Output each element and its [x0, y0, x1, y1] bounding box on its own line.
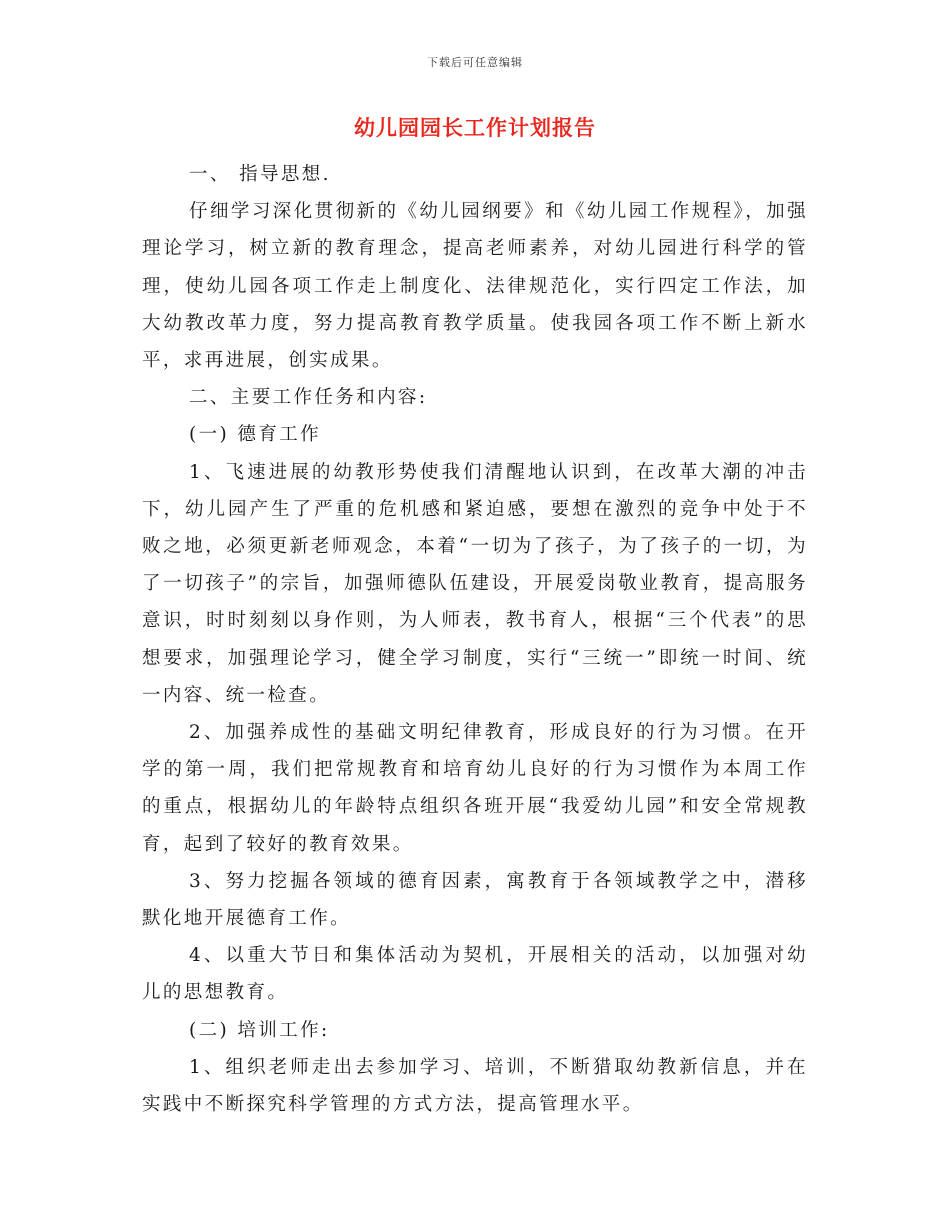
subsection-heading-training: (二) 培训工作:: [189, 1019, 330, 1041]
subsection-heading-moral-education: (一) 德育工作: [189, 424, 322, 446]
document-body: [142, 156, 808, 1123]
section-heading-main-tasks: 二、主要工作任务和内容:: [189, 387, 428, 409]
section-heading-guiding-thought: 一、 指导思想.: [189, 164, 331, 185]
paragraph-moral-4: 4、以重大节日和集体活动为契机，开展相关的活动，以加强对幼儿的思想教育。: [142, 945, 808, 1004]
document-title: 幼儿园园长工作计划报告: [354, 115, 596, 140]
paragraph-training-1: 1、组织老师走出去参加学习、培训，不断猎取幼教新信息，并在实践中不断探究科学管理的方式方法，提高管理水平。: [142, 1056, 808, 1116]
paragraph-moral-1: 1、飞速进展的幼教形势使我们清醒地认识到，在改革大潮的冲击下，幼儿园产生了严重的危机感和紧迫感，要想在激烈的竞争中处于不败之地，必须更新老师观念，本着“一切为了孩子，为了孩子的一切，为了一切孩子”的宗旨，加强师德队伍建设，开展爱岗敬业教育，提高服务意识，时时刻刻以身作则，为人师表，教书育人，根据“三个代表”的思想要求，加强理论学习，健全学习制度，实行“三统一”即统一时间、统一内容、统一检查。: [142, 461, 808, 706]
header-note: 下载后可任意编辑: [427, 56, 523, 69]
paragraph-guiding-thought: 仔细学习深化贯彻新的《幼儿园纲要》和《幼儿园工作规程》，加强理论学习，树立新的教育理念，提高老师素养，对幼儿园进行科学的管理，使幼儿园各项工作走上制度化、法律规范化，实行四定工作法，加大幼教改革力度，努力提高教育教学质量。使我园各项工作不断上新水平，求再进展，创实成果。: [142, 201, 808, 372]
paragraph-moral-3: 3、努力挖掘各领域的德育因素，寓教育于各领域教学之中，潜移默化地开展德育工作。: [142, 870, 808, 930]
paragraph-moral-2: 2、加强养成性的基础文明纪律教育，形成良好的行为习惯。在开学的第一周，我们把常规教育和培育幼儿良好的行为习惯作为本周工作的重点，根据幼儿的年龄特点组织各班开展“我爱幼儿园”和安全常规教育，起到了较好的教育效果。: [142, 722, 808, 855]
